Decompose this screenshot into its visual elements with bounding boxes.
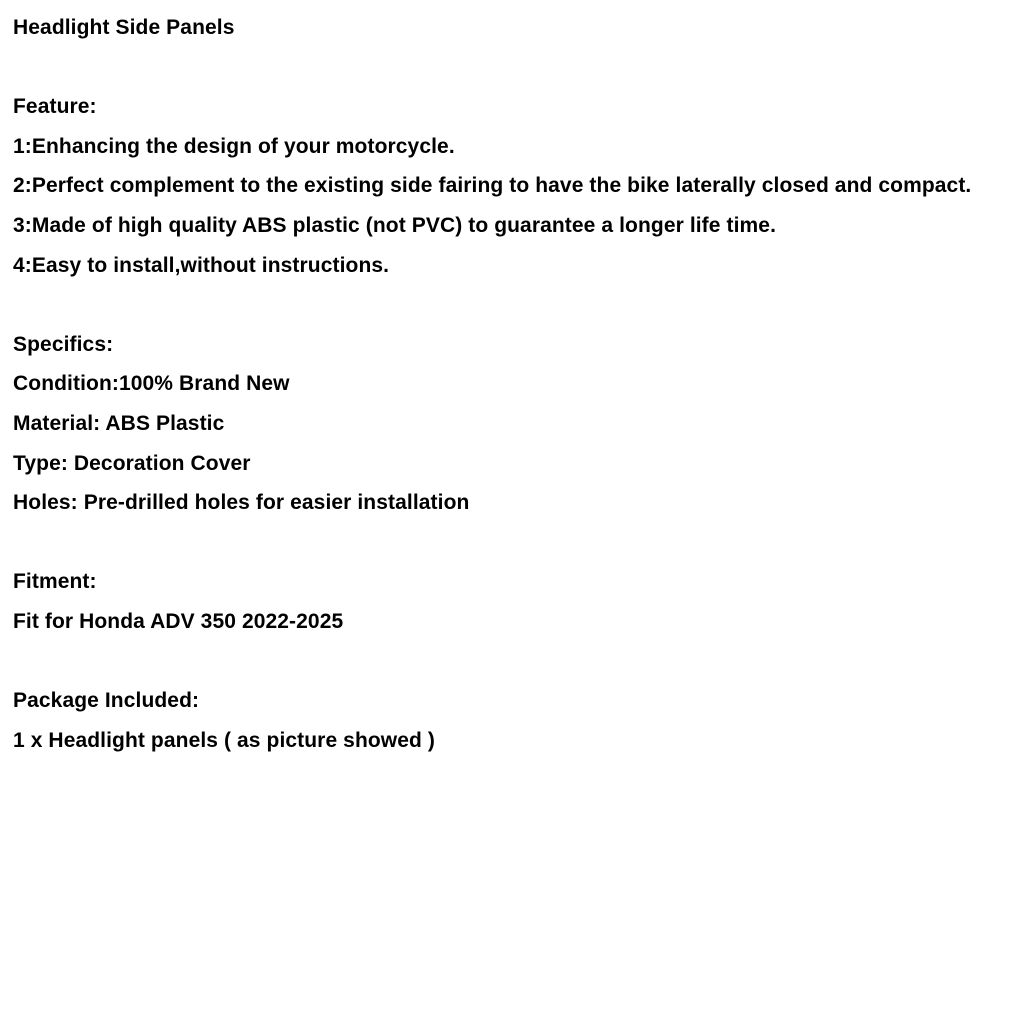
specifics-heading: Specifics: — [13, 332, 114, 356]
package-item: 1 x Headlight panels ( as picture showed ) — [13, 728, 435, 752]
feature-item: 1:Enhancing the design of your motorcycle. — [13, 134, 455, 158]
spacer — [13, 48, 1003, 88]
feature-heading: Feature: — [13, 95, 97, 119]
page-title: Headlight Side Panels — [13, 16, 235, 39]
fitment-heading: Fitment: — [13, 570, 97, 594]
fitment-item: Fit for Honda ADV 350 2022-2025 — [13, 609, 344, 633]
specifics-item: Holes: Pre-drilled holes for easier installation — [13, 491, 470, 515]
specifics-item: Type: Decoration Cover — [13, 451, 251, 475]
spacer — [13, 523, 1003, 563]
specifics-item: Material: ABS Plastic — [13, 411, 225, 435]
feature-item: 3:Made of high quality ABS plastic (not PVC) to guarantee a longer life time. — [13, 213, 777, 237]
package-heading: Package Included: — [13, 689, 200, 713]
spacer — [13, 285, 1003, 325]
feature-item: 4:Easy to install,without instructions. — [13, 253, 390, 277]
feature-item: 2:Perfect complement to the existing side fairing to have the bike laterally closed and compact. — [13, 174, 972, 198]
specifics-item: Condition:100% Brand New — [13, 372, 290, 396]
spacer — [13, 642, 1003, 682]
product-description — [13, 8, 1003, 760]
